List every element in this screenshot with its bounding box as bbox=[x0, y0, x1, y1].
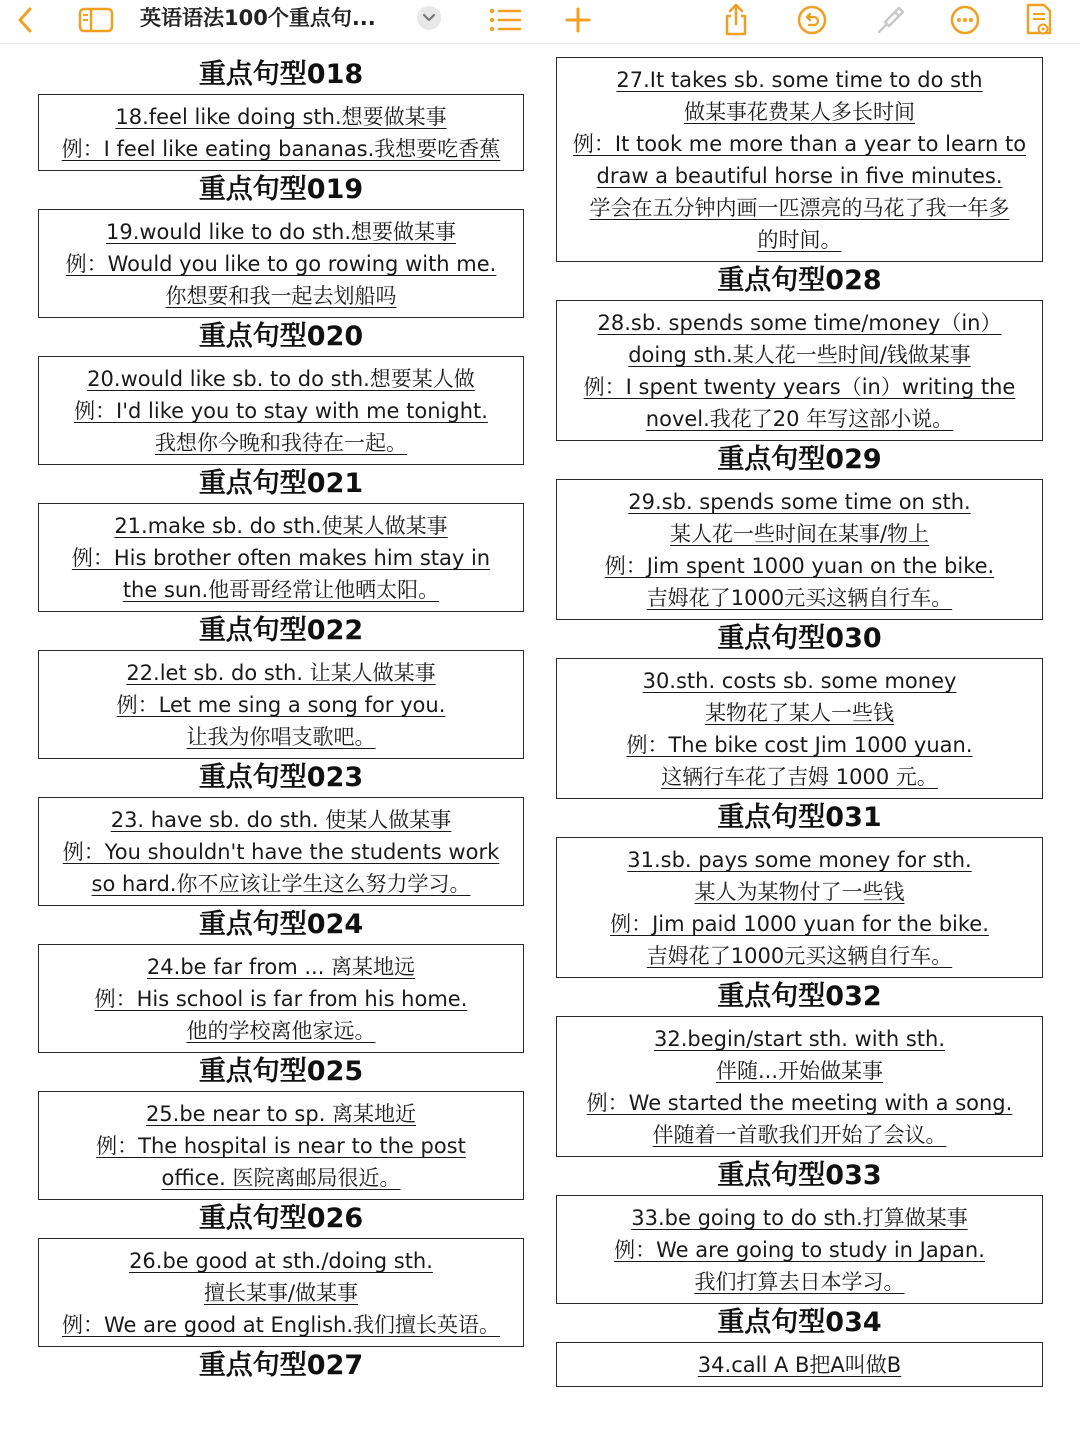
text-line: 例：I spent twenty years（in）writing the bbox=[583, 375, 1016, 399]
text-line: 吉姆花了1000元买这辆自行车。 bbox=[646, 586, 953, 610]
section-heading: 重点句型033 bbox=[717, 1160, 882, 1191]
text-line: 25.be near to sp. 离某地近 bbox=[145, 1102, 417, 1126]
text-line: 30.sth. costs sb. some money bbox=[642, 669, 957, 693]
text-line: 例：The hospital is near to the post bbox=[96, 1134, 466, 1158]
text-line: 例：The bike cost Jim 1000 yuan. bbox=[626, 733, 973, 757]
pattern-box bbox=[556, 300, 1043, 441]
text-line: 例：Would you like to go rowing with me. bbox=[65, 252, 497, 276]
sidebar-icon[interactable] bbox=[77, 0, 115, 40]
section-heading: 重点句型021 bbox=[198, 468, 364, 499]
text-line: 例：Let me sing a song for you. bbox=[116, 693, 446, 717]
text-line: 吉姆花了1000元买这辆自行车。 bbox=[646, 944, 953, 968]
text-line: 做某事花费某人多长时间 bbox=[684, 100, 915, 124]
text-line: 20.would like sb. to do sth.想要某人做 bbox=[87, 367, 475, 391]
chevron-down-icon[interactable] bbox=[417, 6, 441, 30]
text-line: 24.be far from ... 离某地远 bbox=[146, 955, 416, 979]
section-heading: 重点句型020 bbox=[198, 321, 364, 352]
text-line: 某物花了某人一些钱 bbox=[705, 701, 894, 725]
text-line: 例：Jim paid 1000 yuan for the bike. bbox=[610, 912, 989, 936]
section-heading: 重点句型030 bbox=[717, 623, 882, 654]
brush-icon[interactable] bbox=[872, 0, 906, 40]
pattern-box bbox=[38, 1091, 524, 1200]
text-line: 某人为某物付了一些钱 bbox=[694, 880, 905, 904]
text-line: doing sth.某人花一些时间/钱做某事 bbox=[628, 343, 971, 367]
text-line: 例：His brother often makes him stay in bbox=[71, 546, 491, 570]
pattern-box bbox=[38, 797, 524, 906]
back-icon[interactable] bbox=[10, 0, 40, 40]
text-line: 例：His school is far from his home. bbox=[94, 987, 468, 1011]
pattern-box bbox=[556, 658, 1043, 799]
text-line: 27.It takes sb. some time to do sth bbox=[616, 68, 983, 92]
section-heading: 重点句型028 bbox=[717, 265, 882, 296]
text-line: 例：You shouldn't have the students work bbox=[62, 840, 500, 864]
section-heading: 重点句型025 bbox=[198, 1056, 364, 1087]
section-heading: 重点句型027 bbox=[198, 1350, 364, 1381]
text-line: 33.be going to do sth.打算做某事 bbox=[631, 1206, 968, 1230]
text-line: 31.sb. pays some money for sth. bbox=[627, 848, 972, 872]
top-toolbar bbox=[0, 0, 1080, 44]
text-line: draw a beautiful horse in five minutes. bbox=[596, 164, 1003, 188]
section-heading: 重点句型018 bbox=[198, 59, 364, 90]
right-column bbox=[556, 57, 1043, 1387]
text-line: 某人花一些时间在某事/物上 bbox=[669, 522, 930, 546]
section-heading: 重点句型026 bbox=[198, 1203, 364, 1234]
pattern-box bbox=[38, 1238, 524, 1347]
pattern-box bbox=[556, 479, 1043, 620]
section-heading: 重点句型023 bbox=[198, 762, 364, 793]
list-icon[interactable] bbox=[487, 0, 523, 40]
text-line: 19.would like to do sth.想要做某事 bbox=[105, 220, 457, 244]
text-line: 34.call A B把A叫做B bbox=[697, 1353, 902, 1377]
pattern-box bbox=[556, 1016, 1043, 1157]
section-heading: 重点句型032 bbox=[717, 981, 882, 1012]
pattern-box bbox=[38, 209, 524, 318]
share-icon[interactable] bbox=[720, 0, 752, 40]
more-icon[interactable] bbox=[948, 0, 982, 40]
pattern-box bbox=[38, 503, 524, 612]
text-line: 23. have sb. do sth. 使某人做某事 bbox=[110, 808, 452, 832]
section-heading: 重点句型029 bbox=[717, 444, 882, 475]
text-line: 擅长某事/做某事 bbox=[203, 1281, 359, 1305]
section-heading: 重点句型024 bbox=[198, 909, 364, 940]
text-line: 21.make sb. do sth.使某人做某事 bbox=[114, 514, 448, 538]
reader-icon[interactable] bbox=[1024, 0, 1054, 40]
pattern-box bbox=[38, 356, 524, 465]
text-line: novel.我花了20 年写这部小说。 bbox=[645, 407, 954, 431]
text-line: 32.begin/start sth. with sth. bbox=[653, 1027, 945, 1051]
text-line: 例：Jim spent 1000 yuan on the bike. bbox=[604, 554, 995, 578]
text-line: the sun.他哥哥经常让他晒太阳。 bbox=[122, 578, 440, 602]
text-line: 例：We are going to study in Japan. bbox=[614, 1238, 985, 1262]
pattern-box bbox=[556, 1195, 1043, 1304]
document-title[interactable]: 英语语法100个重点句... bbox=[140, 6, 376, 30]
pattern-box bbox=[38, 650, 524, 759]
text-line: 22.let sb. do sth. 让某人做某事 bbox=[126, 661, 436, 685]
pattern-box bbox=[556, 57, 1043, 262]
text-line: 28.sb. spends some time/money（in） bbox=[597, 311, 1002, 335]
plus-icon[interactable] bbox=[563, 0, 593, 40]
text-line: 例：I'd like you to stay with me tonight. bbox=[74, 399, 488, 423]
pattern-box bbox=[38, 944, 524, 1053]
text-line: so hard.你不应该让学生这么努力学习。 bbox=[91, 872, 471, 896]
text-line: 伴随着一首歌我们开始了会议。 bbox=[652, 1123, 947, 1147]
text-line: 例：We started the meeting with a song. bbox=[586, 1091, 1013, 1115]
section-heading: 重点句型019 bbox=[198, 174, 364, 205]
pattern-box bbox=[556, 837, 1043, 978]
text-line: 例：I feel like eating bananas.我想要吃香蕉 bbox=[61, 137, 501, 161]
pattern-box bbox=[556, 1342, 1043, 1387]
left-column bbox=[38, 56, 524, 1385]
text-line: 例：We are good at English.我们擅长英语。 bbox=[61, 1313, 501, 1337]
text-line: 他的学校离他家远。 bbox=[186, 1019, 376, 1043]
text-line: 这辆行车花了吉姆 1000 元。 bbox=[661, 765, 938, 789]
text-line: 18.feel like doing sth.想要做某事 bbox=[115, 105, 447, 129]
section-heading: 重点句型031 bbox=[717, 802, 882, 833]
text-line: 的时间。 bbox=[757, 228, 842, 252]
text-line: 学会在五分钟内画一匹漂亮的马花了我一年多 bbox=[589, 196, 1010, 220]
text-line: office. 医院离邮局很近。 bbox=[161, 1166, 401, 1190]
text-line: 26.be good at sth./doing sth. bbox=[129, 1249, 433, 1273]
text-line: 我想你今晚和我待在一起。 bbox=[155, 431, 407, 455]
pattern-box bbox=[38, 94, 524, 171]
text-line: 我们打算去日本学习。 bbox=[694, 1270, 905, 1294]
text-line: 伴随...开始做某事 bbox=[715, 1059, 884, 1083]
undo-icon[interactable] bbox=[795, 0, 829, 40]
text-line: 29.sb. spends some time on sth. bbox=[628, 490, 971, 514]
text-line: 例：It took me more than a year to learn to bbox=[572, 132, 1027, 156]
section-heading: 重点句型034 bbox=[717, 1307, 882, 1338]
text-line: 让我为你唱支歌吧。 bbox=[186, 725, 376, 749]
section-heading: 重点句型022 bbox=[198, 615, 364, 646]
text-line: 你想要和我一起去划船吗 bbox=[165, 284, 397, 308]
